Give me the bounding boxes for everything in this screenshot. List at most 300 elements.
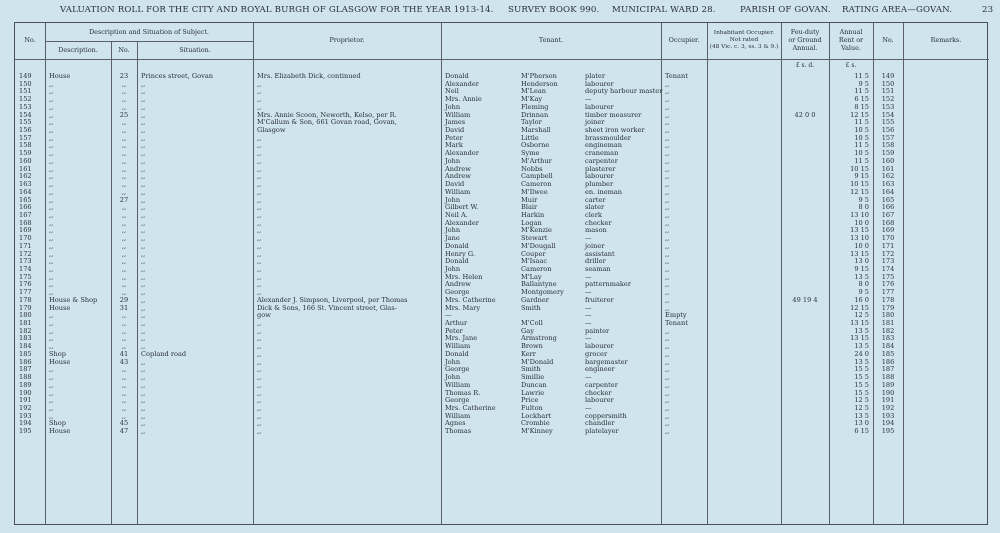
row-description: ,, bbox=[49, 241, 54, 250]
row-description: House bbox=[49, 72, 71, 80]
row-tenant-first: George bbox=[445, 365, 470, 374]
row-annual-rent: 13 0 bbox=[854, 257, 869, 266]
row-house-number: ,, bbox=[121, 288, 127, 297]
row-house-number: 41 bbox=[119, 349, 129, 358]
row-proprietor: ,, bbox=[257, 357, 262, 366]
row-situation: ,, bbox=[141, 342, 146, 351]
row-annual-rent: 13 15 bbox=[850, 334, 869, 343]
row-situation: ,, bbox=[141, 280, 146, 289]
row-occupier: Empty bbox=[665, 311, 687, 320]
row-annual-rent: 11 5 bbox=[854, 87, 869, 96]
row-occupier: Tenant bbox=[665, 319, 688, 328]
row-tenant-occupation: carpenter bbox=[585, 380, 618, 389]
row-feu-duty: 42 0 0 bbox=[794, 110, 816, 119]
row-number-right: 167 bbox=[881, 210, 895, 219]
row-tenant-surname: Taylor bbox=[521, 118, 542, 127]
row-proprietor: ,, bbox=[257, 156, 262, 165]
row-description: ,, bbox=[49, 365, 54, 374]
row-tenant-occupation: assistant bbox=[585, 249, 615, 258]
row-tenant-first: Peter bbox=[445, 326, 463, 335]
row-tenant-first: John bbox=[445, 195, 461, 204]
row-tenant-first: Donald bbox=[445, 241, 469, 250]
row-occupier: ,, bbox=[665, 303, 670, 312]
row-proprietor: ,, bbox=[257, 133, 262, 142]
row-description: ,, bbox=[49, 102, 54, 111]
row-description: House bbox=[49, 357, 71, 366]
row-description: ,, bbox=[49, 373, 54, 382]
row-annual-rent: 13 15 bbox=[850, 226, 869, 235]
row-description: ,, bbox=[49, 218, 54, 227]
row-tenant-surname: M'Ilwee bbox=[521, 187, 548, 196]
row-proprietor: ,, bbox=[257, 180, 262, 189]
row-tenant-occupation: — bbox=[585, 373, 592, 382]
row-number: 180 bbox=[19, 311, 32, 320]
row-house-number: ,, bbox=[121, 234, 127, 243]
row-tenant-surname: M'Dougall bbox=[521, 241, 556, 250]
row-annual-rent: 10 5 bbox=[854, 126, 869, 135]
row-house-number: ,, bbox=[121, 373, 127, 382]
row-number-right: 152 bbox=[881, 95, 895, 104]
row-annual-rent: 13 5 bbox=[854, 272, 869, 281]
row-occupier: ,, bbox=[665, 203, 670, 212]
row-number: 157 bbox=[19, 133, 32, 142]
row-annual-rent: 15 5 bbox=[854, 380, 869, 389]
page-number: 23 bbox=[982, 5, 994, 15]
row-tenant-first: Andrew bbox=[445, 280, 471, 289]
header-description: Description. bbox=[58, 46, 98, 54]
row-house-number: ,, bbox=[121, 126, 127, 135]
row-tenant-occupation: — bbox=[585, 234, 592, 243]
row-occupier: ,, bbox=[665, 110, 670, 119]
row-description: ,, bbox=[49, 141, 54, 150]
row-tenant-first: Mrs. Catherine bbox=[445, 403, 496, 412]
row-annual-rent: 13 0 bbox=[854, 419, 869, 428]
row-number: 156 bbox=[19, 126, 32, 135]
row-number: 171 bbox=[19, 241, 32, 250]
row-tenant-surname: Gardner bbox=[521, 295, 549, 304]
row-number-right: 193 bbox=[881, 411, 895, 420]
row-number: 159 bbox=[19, 149, 32, 158]
header-occupier: Occupier. bbox=[668, 36, 700, 44]
row-tenant-first: Thomas R. bbox=[445, 388, 481, 397]
row-tenant-surname: Muir bbox=[521, 195, 538, 204]
row-house-number: ,, bbox=[121, 249, 127, 258]
row-number: 188 bbox=[19, 373, 32, 382]
row-proprietor: ,, bbox=[257, 326, 262, 335]
row-occupier: ,, bbox=[665, 149, 670, 158]
row-annual-rent: 11 5 bbox=[854, 118, 869, 127]
row-house-number: ,, bbox=[121, 241, 127, 250]
row-annual-rent: 8 0 bbox=[858, 280, 869, 289]
row-house-number: 45 bbox=[119, 419, 129, 428]
row-annual-rent: 12 5 bbox=[854, 311, 869, 320]
row-tenant-surname: Price bbox=[521, 396, 539, 405]
header-inhabitant-2: Not rated bbox=[729, 37, 759, 43]
row-tenant-occupation: en. ineman bbox=[585, 187, 623, 196]
row-situation: ,, bbox=[141, 141, 146, 150]
row-occupier: ,, bbox=[665, 349, 670, 358]
row-annual-rent: 10 15 bbox=[850, 180, 869, 189]
row-annual-rent: 8 15 bbox=[854, 102, 869, 111]
row-number: 174 bbox=[19, 265, 32, 273]
row-proprietor: ,, bbox=[257, 218, 262, 227]
row-number: 151 bbox=[19, 87, 32, 96]
row-proprietor: ,, bbox=[257, 172, 262, 181]
row-house-number: 31 bbox=[119, 303, 129, 312]
row-house-number: ,, bbox=[121, 342, 127, 351]
row-occupier: ,, bbox=[665, 180, 670, 189]
row-tenant-surname: Henderson bbox=[521, 79, 558, 88]
row-tenant-surname: Duncan bbox=[521, 380, 547, 389]
row-description: ,, bbox=[49, 172, 54, 181]
row-number-right: 180 bbox=[881, 311, 895, 320]
row-annual-rent: 12 15 bbox=[850, 110, 869, 119]
parish: PARISH OF GOVAN. bbox=[740, 5, 831, 15]
row-tenant-occupation: — bbox=[585, 272, 592, 281]
row-tenant-surname: Smillie bbox=[521, 373, 545, 382]
row-number: 185 bbox=[19, 349, 32, 358]
row-proprietor: ,, bbox=[257, 272, 262, 281]
row-occupier: Tenant bbox=[665, 72, 688, 80]
row-tenant-occupation: painter bbox=[585, 326, 610, 335]
row-house-number: 25 bbox=[119, 110, 129, 119]
row-tenant-first: — bbox=[445, 311, 452, 320]
row-tenant-occupation: fruiterer bbox=[585, 295, 614, 304]
row-tenant-first: John bbox=[445, 357, 461, 366]
row-description: ,, bbox=[49, 210, 54, 219]
row-occupier: ,, bbox=[665, 265, 670, 273]
row-house-number: ,, bbox=[121, 396, 127, 405]
row-tenant-first: William bbox=[445, 342, 471, 351]
row-house-number: ,, bbox=[121, 180, 127, 189]
row-tenant-surname: Marshall bbox=[521, 126, 551, 135]
row-proprietor: ,, bbox=[257, 334, 262, 343]
row-tenant-surname: Fulton bbox=[521, 403, 543, 412]
row-description: ,, bbox=[49, 180, 54, 189]
row-annual-rent: 9 5 bbox=[858, 288, 869, 297]
row-tenant-first: David bbox=[445, 126, 465, 135]
row-number-right: 171 bbox=[881, 241, 895, 250]
row-proprietor: ,, bbox=[257, 319, 262, 328]
row-number-right: 154 bbox=[881, 110, 895, 119]
row-tenant-first: John bbox=[445, 373, 461, 382]
row-proprietor: ,, bbox=[257, 241, 262, 250]
row-annual-rent: 9 15 bbox=[854, 265, 869, 273]
row-tenant-surname: Lawrie bbox=[521, 388, 545, 397]
row-tenant-occupation: labourer bbox=[585, 102, 614, 111]
row-tenant-first: Mrs. Mary bbox=[445, 303, 481, 312]
row-tenant-surname: Fleming bbox=[521, 102, 549, 111]
row-tenant-occupation: chandler bbox=[585, 419, 615, 428]
row-proprietor: ,, bbox=[257, 203, 262, 212]
row-number-right: 176 bbox=[881, 280, 895, 289]
header-inhabitant-1: Inhabitant Occupier. bbox=[713, 30, 775, 36]
row-tenant-occupation: plumber bbox=[585, 180, 614, 189]
row-occupier: ,, bbox=[665, 87, 670, 96]
row-number-right: 172 bbox=[881, 249, 895, 258]
row-annual-rent: 13 10 bbox=[850, 234, 869, 243]
row-tenant-occupation: seaman bbox=[585, 265, 611, 273]
row-tenant-surname: M'Kay bbox=[521, 95, 543, 104]
row-tenant-occupation: plater bbox=[585, 72, 605, 80]
row-number-right: 149 bbox=[881, 72, 895, 80]
row-tenant-occupation: grocer bbox=[585, 349, 608, 358]
header-rent-1: Annual bbox=[839, 28, 863, 36]
row-description: ,, bbox=[49, 149, 54, 158]
row-situation: Princes street, Govan bbox=[141, 72, 213, 80]
row-description: House & Shop bbox=[49, 295, 98, 304]
row-situation: ,, bbox=[141, 249, 146, 258]
row-tenant-occupation: coppersmith bbox=[585, 411, 627, 420]
row-tenant-occupation: engineer bbox=[585, 365, 615, 374]
row-tenant-first: John bbox=[445, 102, 461, 111]
row-number: 161 bbox=[19, 164, 32, 173]
row-description: ,, bbox=[49, 280, 54, 289]
row-tenant-first: Agnes bbox=[445, 419, 466, 428]
row-proprietor: ,, bbox=[257, 288, 262, 297]
row-house-number: ,, bbox=[121, 187, 127, 196]
row-number: 168 bbox=[19, 218, 32, 227]
row-tenant-occupation: brassmoulder bbox=[585, 133, 631, 142]
survey-book: SURVEY BOOK 990. bbox=[508, 5, 600, 15]
row-tenant-occupation: joiner bbox=[585, 241, 605, 250]
row-tenant-surname: M'Lean bbox=[521, 87, 547, 96]
row-house-number: ,, bbox=[121, 265, 127, 273]
row-occupier: ,, bbox=[665, 210, 670, 219]
row-proprietor: Mrs. Annie Scoon, Neworth, Kelso, per R. bbox=[257, 110, 397, 119]
row-tenant-surname: Cameron bbox=[521, 265, 552, 273]
row-situation: ,, bbox=[141, 403, 146, 412]
row-number: 194 bbox=[19, 419, 32, 428]
row-tenant-first: Neil A. bbox=[445, 210, 468, 219]
row-description: ,, bbox=[49, 79, 54, 88]
row-description: ,, bbox=[49, 288, 54, 297]
row-situation: ,, bbox=[141, 373, 146, 382]
row-proprietor: ,, bbox=[257, 280, 262, 289]
row-tenant-occupation: plasterer bbox=[585, 164, 616, 173]
header-situation: Situation. bbox=[179, 46, 211, 54]
row-situation: ,, bbox=[141, 257, 146, 266]
row-situation: ,, bbox=[141, 326, 146, 335]
row-house-number: ,, bbox=[121, 87, 127, 96]
row-situation: ,, bbox=[141, 288, 146, 297]
row-proprietor: gow bbox=[257, 311, 271, 320]
row-tenant-occupation: — bbox=[585, 403, 592, 412]
row-number-right: 151 bbox=[881, 87, 895, 96]
row-tenant-first: Donald bbox=[445, 72, 469, 80]
row-number: 162 bbox=[19, 172, 32, 181]
row-tenant-surname: Osborne bbox=[521, 141, 550, 150]
row-number-right: 182 bbox=[881, 326, 895, 335]
row-house-number: ,, bbox=[121, 133, 127, 142]
row-annual-rent: 11 5 bbox=[854, 156, 869, 165]
row-situation: Copland road bbox=[141, 349, 187, 358]
row-tenant-first: Andrew bbox=[445, 164, 471, 173]
row-tenant-first: Donald bbox=[445, 257, 469, 266]
row-occupier: ,, bbox=[665, 396, 670, 405]
row-occupier: ,, bbox=[665, 164, 670, 173]
row-tenant-surname: M'Donald bbox=[521, 357, 554, 366]
row-tenant-first: John bbox=[445, 265, 461, 273]
row-house-number: ,, bbox=[121, 257, 127, 266]
row-number: 152 bbox=[19, 95, 32, 104]
row-tenant-surname: Drinnan bbox=[521, 110, 549, 119]
row-tenant-occupation: patternmaker bbox=[585, 280, 631, 289]
row-description: ,, bbox=[49, 265, 54, 273]
row-occupier: ,, bbox=[665, 249, 670, 258]
row-description: ,, bbox=[49, 326, 54, 335]
row-tenant-first: Thomas bbox=[445, 427, 472, 436]
row-occupier: ,, bbox=[665, 388, 670, 397]
row-tenant-occupation: — bbox=[585, 334, 592, 343]
header-feu-3: Annual. bbox=[792, 44, 818, 52]
row-proprietor: ,, bbox=[257, 249, 262, 258]
row-proprietor: ,, bbox=[257, 380, 262, 389]
row-number: 167 bbox=[19, 210, 32, 219]
row-description: ,, bbox=[49, 203, 54, 212]
row-tenant-surname: Crombie bbox=[521, 419, 550, 428]
row-situation: ,, bbox=[141, 311, 146, 320]
row-number-right: 173 bbox=[881, 257, 895, 266]
row-occupier: ,, bbox=[665, 365, 670, 374]
row-tenant-occupation: carpenter bbox=[585, 156, 618, 165]
valuation-table bbox=[14, 22, 988, 525]
row-number-right: 179 bbox=[881, 303, 895, 312]
row-tenant-surname: Blair bbox=[521, 203, 538, 212]
row-house-number: ,, bbox=[121, 210, 127, 219]
row-situation: ,, bbox=[141, 265, 146, 273]
row-number-right: 191 bbox=[881, 396, 895, 405]
row-number-right: 184 bbox=[881, 342, 895, 351]
row-tenant-first: Andrew bbox=[445, 172, 471, 181]
row-tenant-first: Neil bbox=[445, 87, 459, 96]
row-number: 175 bbox=[19, 272, 32, 281]
row-tenant-surname: Armstrong bbox=[521, 334, 557, 343]
row-description: House bbox=[49, 427, 71, 436]
row-number: 189 bbox=[19, 380, 32, 389]
row-situation: ,, bbox=[141, 95, 146, 104]
row-proprietor: ,, bbox=[257, 141, 262, 150]
row-description: ,, bbox=[49, 403, 54, 412]
row-occupier: ,, bbox=[665, 342, 670, 351]
row-occupier: ,, bbox=[665, 241, 670, 250]
row-number: 195 bbox=[19, 427, 32, 436]
row-occupier: ,, bbox=[665, 280, 670, 289]
row-occupier: ,, bbox=[665, 334, 670, 343]
row-description: ,, bbox=[49, 195, 54, 204]
row-tenant-first: James bbox=[445, 118, 466, 127]
header-no-right: No. bbox=[882, 36, 894, 44]
row-proprietor: Mrs. Elizabeth Dick, continued bbox=[257, 72, 361, 80]
row-proprietor: ,, bbox=[257, 149, 262, 158]
row-house-number: 47 bbox=[119, 427, 129, 436]
row-tenant-first: William bbox=[445, 411, 471, 420]
row-tenant-first: Henry G. bbox=[445, 249, 476, 258]
row-situation: ,, bbox=[141, 427, 146, 436]
header-proprietor: Proprietor. bbox=[329, 36, 365, 44]
row-tenant-first: Mark bbox=[445, 141, 463, 150]
row-occupier: ,, bbox=[665, 141, 670, 150]
row-situation: ,, bbox=[141, 241, 146, 250]
row-tenant-first: George bbox=[445, 288, 470, 297]
row-proprietor: ,, bbox=[257, 342, 262, 351]
row-tenant-first: Mrs. Annie bbox=[445, 95, 482, 104]
row-house-number: ,, bbox=[121, 79, 127, 88]
row-number-right: 187 bbox=[881, 365, 895, 374]
row-tenant-occupation: labourer bbox=[585, 79, 614, 88]
row-number: 177 bbox=[19, 288, 32, 297]
row-occupier: ,, bbox=[665, 403, 670, 412]
row-number-right: 185 bbox=[881, 349, 895, 358]
row-tenant-surname: Smith bbox=[521, 365, 541, 374]
row-description: ,, bbox=[49, 249, 54, 258]
row-situation: ,, bbox=[141, 195, 146, 204]
row-house-number: ,, bbox=[121, 388, 127, 397]
row-proprietor: ,, bbox=[257, 102, 262, 111]
row-tenant-surname: M'Pherson bbox=[521, 72, 557, 80]
row-proprietor: ,, bbox=[257, 427, 262, 436]
row-annual-rent: 9 15 bbox=[854, 172, 869, 181]
row-house-number: ,, bbox=[121, 156, 127, 165]
row-occupier: ,, bbox=[665, 133, 670, 142]
row-occupier: ,, bbox=[665, 79, 670, 88]
row-number-right: 168 bbox=[881, 218, 895, 227]
row-description: ,, bbox=[49, 334, 54, 343]
row-tenant-occupation: labourer bbox=[585, 342, 614, 351]
row-house-number: ,, bbox=[121, 272, 127, 281]
row-proprietor: ,, bbox=[257, 396, 262, 405]
row-situation: ,, bbox=[141, 118, 146, 127]
row-annual-rent: 10 0 bbox=[854, 218, 869, 227]
row-tenant-surname: Brown bbox=[521, 342, 543, 351]
row-situation: ,, bbox=[141, 334, 146, 343]
row-description: Shop bbox=[49, 349, 66, 358]
row-house-number: ,, bbox=[121, 411, 127, 420]
row-tenant-occupation: engineman bbox=[585, 141, 623, 150]
row-number-right: 194 bbox=[881, 419, 895, 428]
row-situation: ,, bbox=[141, 156, 146, 165]
row-occupier: ,, bbox=[665, 357, 670, 366]
row-proprietor: ,, bbox=[257, 265, 262, 273]
row-situation: ,, bbox=[141, 380, 146, 389]
row-description: ,, bbox=[49, 396, 54, 405]
row-occupier: ,, bbox=[665, 234, 670, 243]
row-number-right: 153 bbox=[881, 102, 895, 111]
row-occupier: ,, bbox=[665, 102, 670, 111]
row-annual-rent: 11 5 bbox=[854, 141, 869, 150]
row-number-right: 170 bbox=[881, 234, 895, 243]
row-tenant-first: Arthur bbox=[445, 319, 468, 328]
row-tenant-occupation: bargemaster bbox=[585, 357, 628, 366]
row-situation: ,, bbox=[141, 411, 146, 420]
row-tenant-surname: Harkin bbox=[521, 210, 545, 219]
row-house-number: ,, bbox=[121, 141, 127, 150]
row-number: 186 bbox=[19, 357, 32, 366]
row-description: ,, bbox=[49, 226, 54, 235]
row-situation: ,, bbox=[141, 126, 146, 135]
row-number-right: 178 bbox=[881, 295, 895, 304]
row-tenant-occupation: carter bbox=[585, 195, 606, 204]
row-number: 190 bbox=[19, 388, 32, 397]
row-number-right: 159 bbox=[881, 149, 895, 158]
row-tenant-occupation: joiner bbox=[585, 118, 605, 127]
row-number: 193 bbox=[19, 411, 32, 420]
row-number-right: 163 bbox=[881, 180, 895, 189]
row-tenant-surname: Lockhart bbox=[521, 411, 552, 420]
row-tenant-surname: M'Coll bbox=[521, 319, 543, 328]
row-occupier: ,, bbox=[665, 218, 670, 227]
row-house-number: ,, bbox=[121, 118, 127, 127]
